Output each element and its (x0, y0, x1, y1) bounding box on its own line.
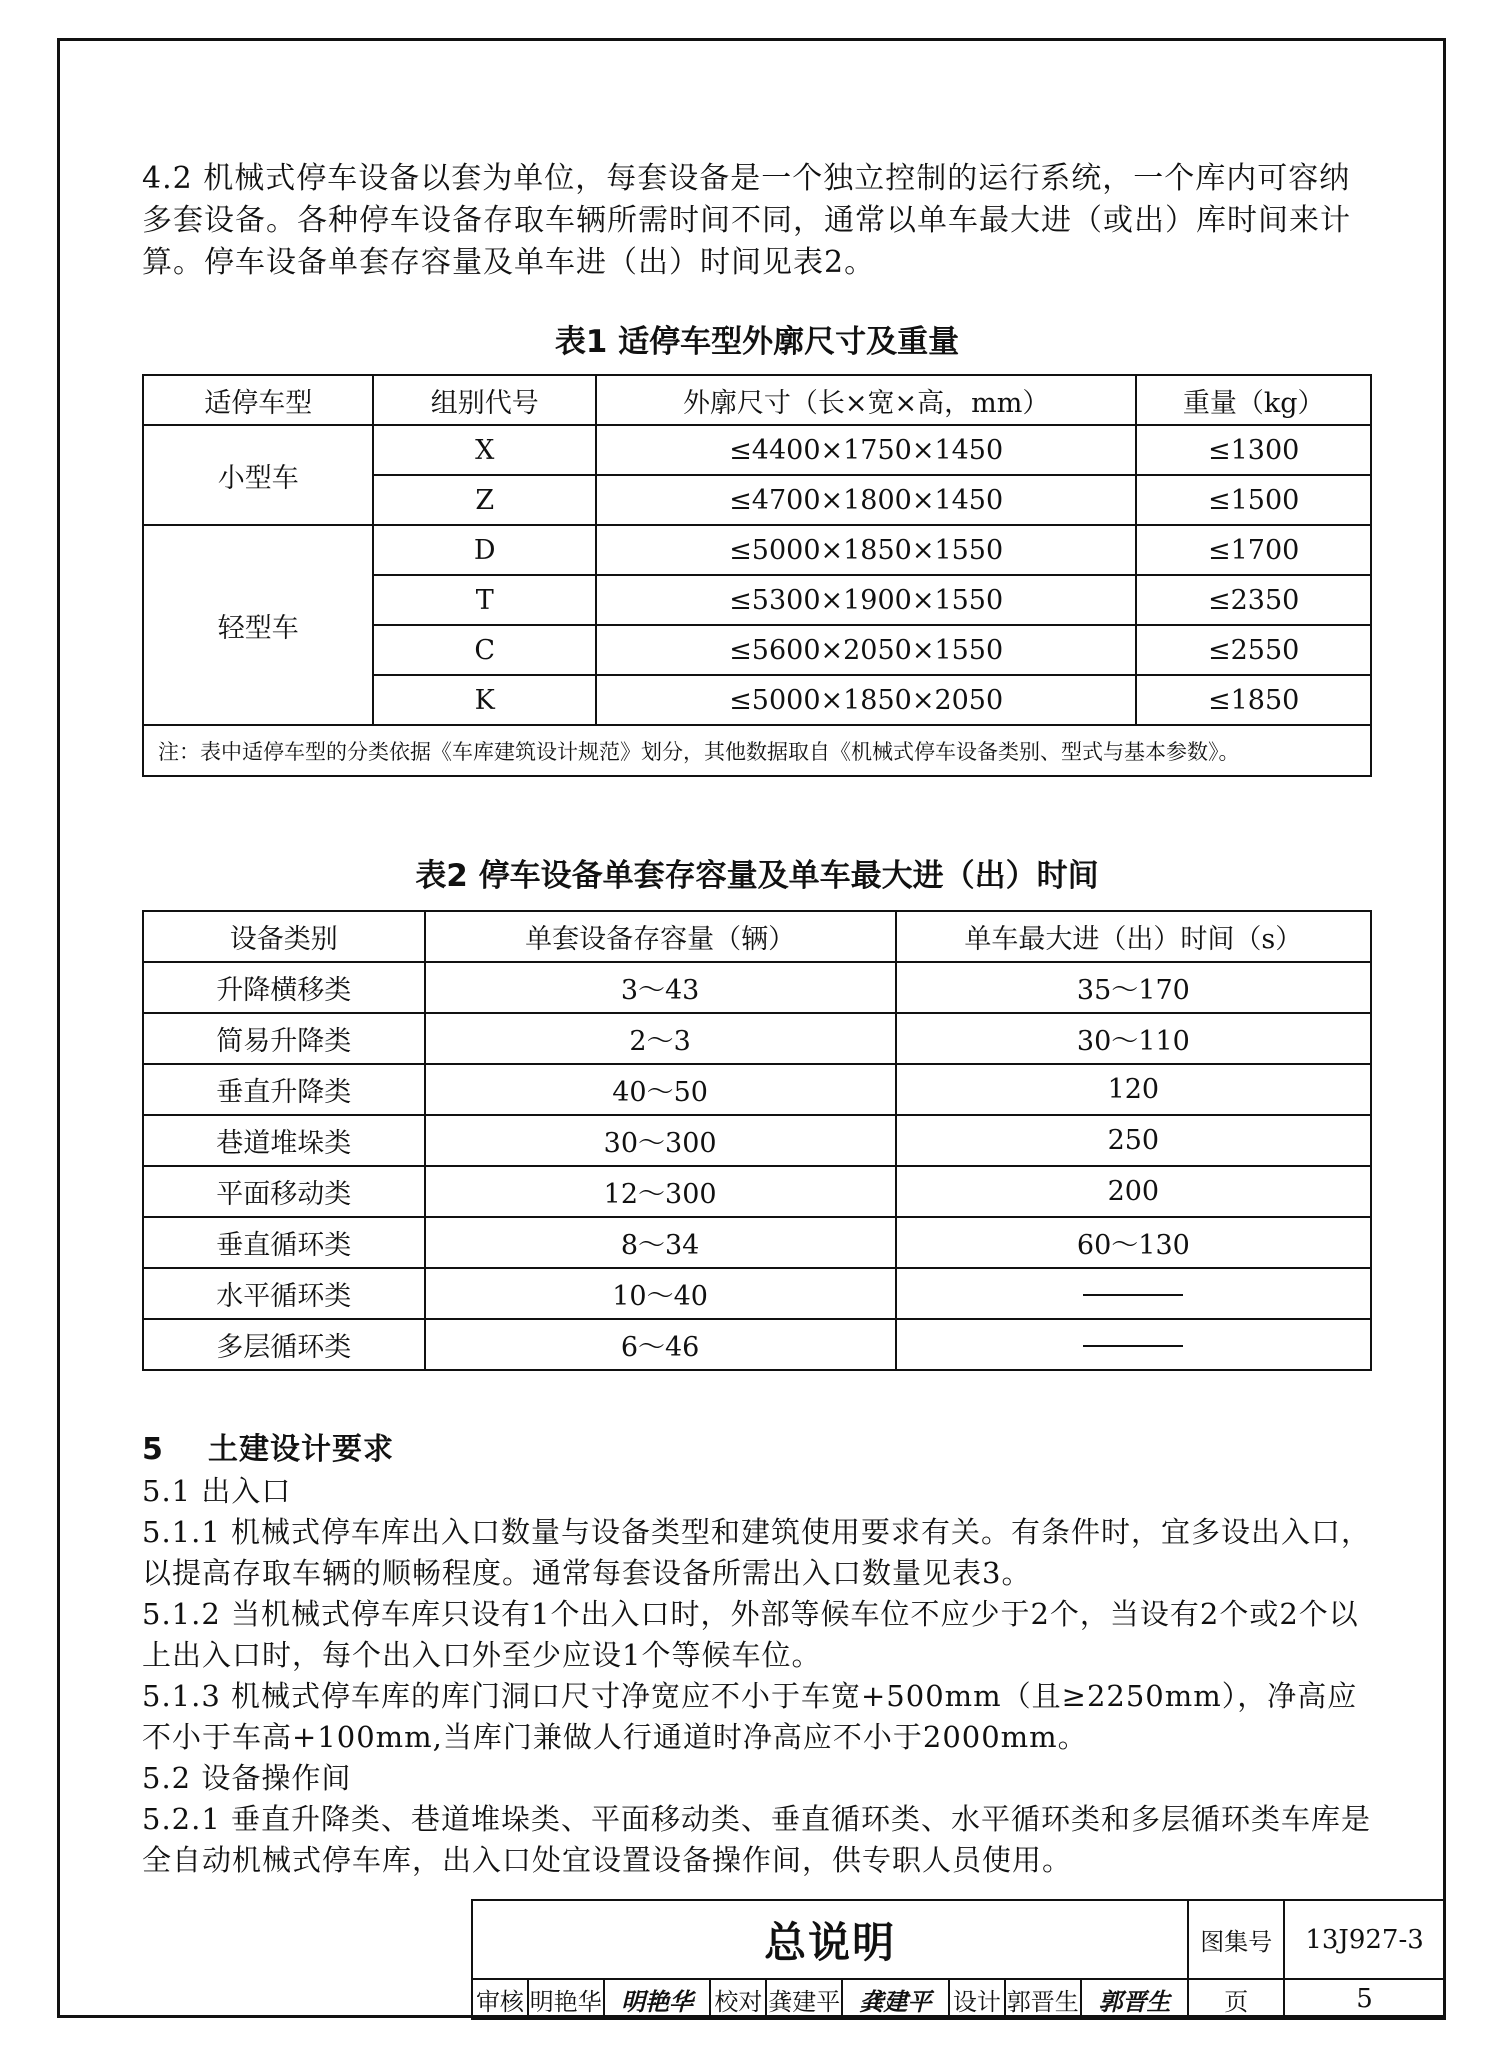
table2-header-cell: 设备类别 (143, 911, 425, 962)
section-title: 土建设计要求 (208, 1432, 394, 1467)
capacity-cell: 8～34 (425, 1217, 896, 1268)
checker-signature: 龚建平 (842, 1979, 949, 2019)
capacity-cell: 6～46 (425, 1319, 896, 1370)
table-row (143, 1013, 1371, 1064)
check-label: 校对 (710, 1979, 766, 2019)
subsection-heading: 5.1 出入口 (142, 1474, 292, 1508)
table-row (143, 1319, 1371, 1370)
table-row (143, 1217, 1371, 1268)
dash-placeholder (1083, 1294, 1183, 1296)
group-code-cell: C (373, 625, 596, 675)
table1-note: 注：表中适停车型的分类依据《车库建筑设计规范》划分，其他数据取自《机械式停车设备类别、型式与基本参数》。 (143, 725, 1371, 776)
capacity-cell: 2～3 (425, 1013, 896, 1064)
dimension-cell: ≤4700×1800×1450 (596, 475, 1136, 525)
title-block-sign-row (472, 1979, 1445, 2019)
table2-header-cell: 单套设备存容量（辆） (425, 911, 896, 962)
reviewer-name: 明艳华 (528, 1979, 604, 2019)
time-cell: 60～130 (896, 1217, 1371, 1268)
time-cell: 120 (896, 1064, 1371, 1115)
designer-signature: 郭晋生 (1081, 1979, 1189, 2019)
design-label: 设计 (949, 1979, 1005, 2019)
clause-paragraph: 5.1.2 当机械式停车库只设有1个出入口时，外部等候车位不应少于2个，当设有2个或2个以上出入口时，每个出入口外至少应设1个等候车位。 (142, 1597, 1359, 1672)
vehicle-type-cell: 小型车 (143, 425, 373, 525)
equipment-category-cell: 垂直循环类 (143, 1217, 425, 1268)
time-cell-empty (896, 1319, 1371, 1370)
table1-caption: 表1 适停车型外廓尺寸及重量 (554, 324, 960, 360)
vehicle-type-cell: 轻型车 (143, 525, 373, 725)
table1-header-cell: 重量（kg） (1136, 375, 1371, 425)
dimension-cell: ≤5000×1850×1550 (596, 525, 1136, 575)
capacity-cell: 30～300 (425, 1115, 896, 1166)
capacity-cell: 10～40 (425, 1268, 896, 1319)
dimension-cell: ≤5000×1850×2050 (596, 675, 1136, 725)
dimension-cell: ≤5600×2050×1550 (596, 625, 1136, 675)
time-cell: 250 (896, 1115, 1371, 1166)
atlas-label: 图集号 (1188, 1900, 1284, 1979)
review-label: 审核 (472, 1979, 528, 2019)
table-row (143, 962, 1371, 1013)
table1-header-row (143, 375, 1371, 425)
equipment-category-cell: 升降横移类 (143, 962, 425, 1013)
intro-section (142, 158, 1372, 284)
dimension-cell: ≤4400×1750×1450 (596, 425, 1136, 475)
group-code-cell: D (373, 525, 596, 575)
dash-placeholder (1083, 1345, 1183, 1347)
title-block (471, 1899, 1446, 2020)
group-code-cell: Z (373, 475, 596, 525)
table-row (143, 1268, 1371, 1319)
table-row (143, 1166, 1371, 1217)
weight-cell: ≤1300 (1136, 425, 1371, 475)
table1-header-cell: 组别代号 (373, 375, 596, 425)
table1-note-row (143, 725, 1371, 776)
dimension-cell: ≤5300×1900×1550 (596, 575, 1136, 625)
equipment-category-cell: 多层循环类 (143, 1319, 425, 1370)
capacity-cell: 3～43 (425, 962, 896, 1013)
section-number: 5 (142, 1432, 164, 1467)
table-row (143, 1064, 1371, 1115)
capacity-cell: 12～300 (425, 1166, 896, 1217)
checker-name: 龚建平 (766, 1979, 842, 2019)
group-code-cell: K (373, 675, 596, 725)
atlas-number: 13J927-3 (1284, 1900, 1445, 1979)
clause-paragraph: 5.2.1 垂直升降类、巷道堆垛类、平面移动类、垂直循环类、水平循环类和多层循环类车库是全自动机械式停车库，出入口处宜设置设备操作间，供专职人员使用。 (142, 1802, 1372, 1877)
table1-header-cell: 外廓尺寸（长×宽×高，mm） (596, 375, 1136, 425)
table2-caption: 表2 停车设备单套存容量及单车最大进（出）时间 (415, 858, 1099, 894)
clause-paragraph: 5.1.1 机械式停车库出入口数量与设备类型和建筑使用要求有关。有条件时，宜多设出入口，以提高存取车辆的顺畅程度。通常每套设备所需出入口数量见表3。 (142, 1515, 1372, 1590)
time-cell: 200 (896, 1166, 1371, 1217)
table-row (143, 425, 1371, 475)
equipment-category-cell: 简易升降类 (143, 1013, 425, 1064)
page-number: 5 (1284, 1979, 1445, 2019)
weight-cell: ≤1700 (1136, 525, 1371, 575)
equipment-category-cell: 巷道堆垛类 (143, 1115, 425, 1166)
section-5-heading (142, 1429, 1372, 1471)
table2 (142, 910, 1372, 1371)
equipment-category-cell: 平面移动类 (143, 1166, 425, 1217)
section-5 (142, 1429, 1372, 1881)
designer-name: 郭晋生 (1005, 1979, 1081, 2019)
table-row (143, 525, 1371, 575)
capacity-cell: 40～50 (425, 1064, 896, 1115)
time-cell-empty (896, 1268, 1371, 1319)
page-label: 页 (1188, 1979, 1284, 2019)
drawing-title: 总说明 (472, 1900, 1188, 1979)
equipment-category-cell: 垂直升降类 (143, 1064, 425, 1115)
table2-header-row (143, 911, 1371, 962)
table2-header-cell: 单车最大进（出）时间（s） (896, 911, 1371, 962)
table-row (143, 1115, 1371, 1166)
group-code-cell: T (373, 575, 596, 625)
time-cell: 35～170 (896, 962, 1371, 1013)
weight-cell: ≤1850 (1136, 675, 1371, 725)
table1-header-cell: 适停车型 (143, 375, 373, 425)
reviewer-signature: 明艳华 (604, 1979, 711, 2019)
intro-paragraph: 4.2 机械式停车设备以套为单位，每套设备是一个独立控制的运行系统，一个库内可容纳多套设备。各种停车设备存取车辆所需时间不同，通常以单车最大进（或出）库时间来计算。停车设备单套存容量及单车进（出）时间见表2。 (142, 161, 1351, 280)
subsection-heading: 5.2 设备操作间 (142, 1761, 352, 1795)
table1 (142, 374, 1372, 777)
weight-cell: ≤2550 (1136, 625, 1371, 675)
weight-cell: ≤2350 (1136, 575, 1371, 625)
title-block-top-row (472, 1900, 1445, 1979)
time-cell: 30～110 (896, 1013, 1371, 1064)
weight-cell: ≤1500 (1136, 475, 1371, 525)
clause-paragraph: 5.1.3 机械式停车库的库门洞口尺寸净宽应不小于车宽+500mm（且≥2250mm），净高应不小于车高+100mm,当库门兼做人行通道时净高应不小于2000mm。 (142, 1679, 1358, 1754)
equipment-category-cell: 水平循环类 (143, 1268, 425, 1319)
group-code-cell: X (373, 425, 596, 475)
